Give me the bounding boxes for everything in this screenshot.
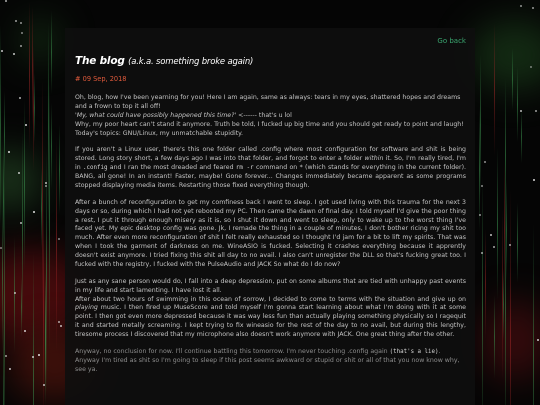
background-dot bbox=[520, 110, 522, 112]
background-dot bbox=[60, 325, 62, 327]
background-streak bbox=[480, 55, 481, 196]
background-dot bbox=[0, 247, 2, 249]
background-streak bbox=[512, 48, 513, 110]
background-streak bbox=[521, 110, 522, 163]
post-title bbox=[75, 55, 466, 67]
depression-line-1: Just as any sane person would do, I fall into a deep depression, put on some albums that are tied with unhappy past events in my life and start lamenting. I have lost it all. bbox=[75, 277, 466, 294]
background-dot bbox=[484, 161, 486, 163]
background-dot bbox=[509, 244, 511, 246]
background-streak bbox=[33, 46, 34, 171]
background-dot bbox=[25, 124, 27, 126]
background-dot bbox=[5, 355, 7, 357]
background-streak bbox=[510, 190, 511, 405]
intro-heart-line: Why, my poor heart can't stand it anymore. Truth be told, I fucked up big time and you should get ready to point and laugh! bbox=[75, 120, 464, 128]
background-streak bbox=[59, 125, 60, 214]
background-dot bbox=[479, 214, 481, 216]
background-streak bbox=[49, 79, 50, 352]
background-dot bbox=[43, 384, 45, 386]
background-dot bbox=[481, 252, 483, 254]
background-dot bbox=[21, 32, 23, 34]
background-dot bbox=[58, 321, 60, 323]
conclusion-text-b: . Anyway I'm tired as shit so I'm going to sleep if this post seems awkward or stupid or shit or all of that you now know why, see ya. bbox=[75, 347, 460, 373]
background-dot bbox=[493, 246, 495, 248]
background-streak bbox=[45, 272, 46, 391]
background-dot bbox=[45, 182, 47, 184]
background-dot bbox=[45, 185, 47, 187]
background-dot bbox=[20, 22, 22, 24]
intro-topics-line: Today's topics: GNU/Linux, my unmatchable stupidity. bbox=[75, 129, 243, 137]
intro-line: Oh, blog, how I've been yearning for you! Here I am again, same as always: tears in my eyes, shattered hopes and dreams and a frown to top it all off! bbox=[75, 94, 461, 110]
blog-panel bbox=[65, 28, 475, 405]
background-streak bbox=[51, 103, 52, 189]
background-streak bbox=[33, 252, 34, 405]
background-streak bbox=[32, 6, 33, 127]
background-dot bbox=[38, 354, 40, 356]
intro-quote-line bbox=[75, 112, 466, 121]
paragraph-intro bbox=[75, 94, 466, 138]
background-streak bbox=[497, 148, 498, 301]
config-text-c: and I ran the most dreaded and feared bbox=[107, 164, 236, 172]
paragraph-depression bbox=[75, 278, 466, 340]
post-subtitle: (a.k.a. something broke again) bbox=[128, 57, 254, 67]
config-within: within bbox=[364, 155, 384, 163]
background-dot bbox=[15, 20, 17, 22]
background-streak bbox=[517, 203, 518, 283]
background-dot bbox=[537, 339, 539, 341]
background-streak bbox=[34, 73, 35, 143]
depression-text-a: After about two hours of swimming in this ocean of sorrow, I decided to come to terms with the situation and give up on bbox=[75, 295, 466, 303]
background-streak bbox=[14, 237, 15, 353]
background-dot bbox=[530, 66, 532, 68]
background-dot bbox=[14, 292, 16, 294]
intro-quote-note: <------ that's u lol bbox=[236, 111, 292, 119]
config-text-d: command on * (which stands for everything in the current folder). BANG, all gone! In an instant! Faster, maybe! Gone forever... Changes immediately became apparent as some programs stopped displaying media items. Restarting those fixed everything though. bbox=[75, 164, 466, 189]
conclusion-text-a: Anyway, no conclusion for now. I'll continue battling this tomorrow. I'm never touching .config again bbox=[75, 347, 390, 355]
background-streak bbox=[494, 23, 495, 156]
go-back-link[interactable]: Go back bbox=[437, 37, 466, 45]
background-glow bbox=[20, 20, 60, 60]
config-text-b: it. So, I'm really tired, I'm in bbox=[75, 155, 466, 172]
background-streak bbox=[505, 176, 506, 405]
post-date: # 09 Sep, 2018 bbox=[75, 75, 127, 83]
background-dot bbox=[1, 50, 3, 52]
background-dot bbox=[58, 238, 60, 240]
background-dot bbox=[32, 356, 34, 358]
background-dot bbox=[19, 97, 21, 99]
background-streak bbox=[503, 269, 504, 340]
background-streak bbox=[43, 198, 44, 405]
background-streak bbox=[502, 210, 503, 379]
background-dot bbox=[20, 45, 22, 47]
background-dot bbox=[533, 179, 535, 181]
background-dot bbox=[490, 234, 492, 236]
background-dot bbox=[9, 368, 11, 370]
background-dot bbox=[520, 5, 522, 7]
depression-line-2 bbox=[75, 296, 466, 340]
background-streak bbox=[4, 166, 5, 405]
background-streak bbox=[56, 137, 57, 353]
background-streak bbox=[533, 224, 534, 405]
background-glow bbox=[0, 150, 40, 210]
paragraph-reconfig: After a bunch of reconfiguration to get my comfiness back I went to sleep. I got used living with this trauma for the next 3 days or so, during which I had not yet rebooted my PC. Then came the dawn of final day. I told myself I'd give the poor thing a rest, I put it through enough misery as it is, so I shut it down and went to sleep, only to wake up to the worst thing I've faced yet. My epic desktop config was gone. Jk, I remade the thing in a couple of minutes, I don't bother ricing my shit too much. After even more reconfiguration of shit I felt really exhausted so I thought I'd jam for a bit to lift my spirits. That was when I took the garment of darkness on me. WineASIO is fucked. Selecting it crashes everything because it apprently doesn't exist anymore. I tried fixing this shit all day to no avail. I also can't unregister the DLL so that's fucking great too. I fucked with the registry, I fucked with the PulseAudio and JACK So what do I do now? bbox=[75, 198, 466, 268]
depression-text-b: music. I then fired up MuseScore and told myself I'm gonna start learning about what I'm doing with it at some point. I then got even more depressed because it was way less fun than actually playing something physically so I ragequit it and started metally screaming. I kept trying to fix wineasio for the rest of the day to no avail, but during this lengthy, tiresome process I discovered that my microphone also doesn't work anymore with JACK. One great thing after the other. bbox=[75, 304, 466, 338]
intro-quote: 'My, what could have possibly happened this time?' bbox=[75, 111, 237, 119]
background-dot bbox=[33, 211, 35, 213]
background-dot bbox=[532, 7, 534, 9]
post-title-main: The blog bbox=[75, 55, 125, 67]
background-streak bbox=[494, 295, 495, 379]
post-body bbox=[75, 94, 466, 375]
background-dot bbox=[481, 185, 483, 187]
background-dot bbox=[24, 330, 26, 332]
config-text-a: If you aren't a Linux user, there's this one folder called .config where most configuration for software and shit is being stored. Long story short, a few days ago I was into that folder, and forgot to enter a folder bbox=[75, 146, 466, 163]
config-code-dotconfig: .config bbox=[83, 165, 108, 172]
background-dot bbox=[8, 151, 10, 153]
background-dot bbox=[5, 0, 7, 2]
background-streak bbox=[51, 11, 52, 94]
config-code-rm: rm -r bbox=[235, 165, 254, 172]
background-dot bbox=[18, 172, 20, 174]
background-streak bbox=[485, 229, 486, 339]
conclusion-aside: (that's a lie) bbox=[389, 348, 439, 355]
background-streak bbox=[482, 176, 483, 405]
background-streak bbox=[517, 67, 518, 142]
background-dot bbox=[13, 53, 15, 55]
background-dot bbox=[535, 110, 537, 112]
paragraph-conclusion bbox=[75, 348, 466, 375]
background-dot bbox=[20, 222, 22, 224]
background-streak bbox=[22, 132, 23, 324]
background-streak bbox=[0, 25, 1, 227]
background-streak bbox=[29, 2, 30, 149]
depression-playing: playing bbox=[75, 304, 98, 312]
background-streak bbox=[506, 180, 507, 281]
background-streak bbox=[504, 161, 505, 299]
paragraph-config bbox=[75, 146, 466, 190]
